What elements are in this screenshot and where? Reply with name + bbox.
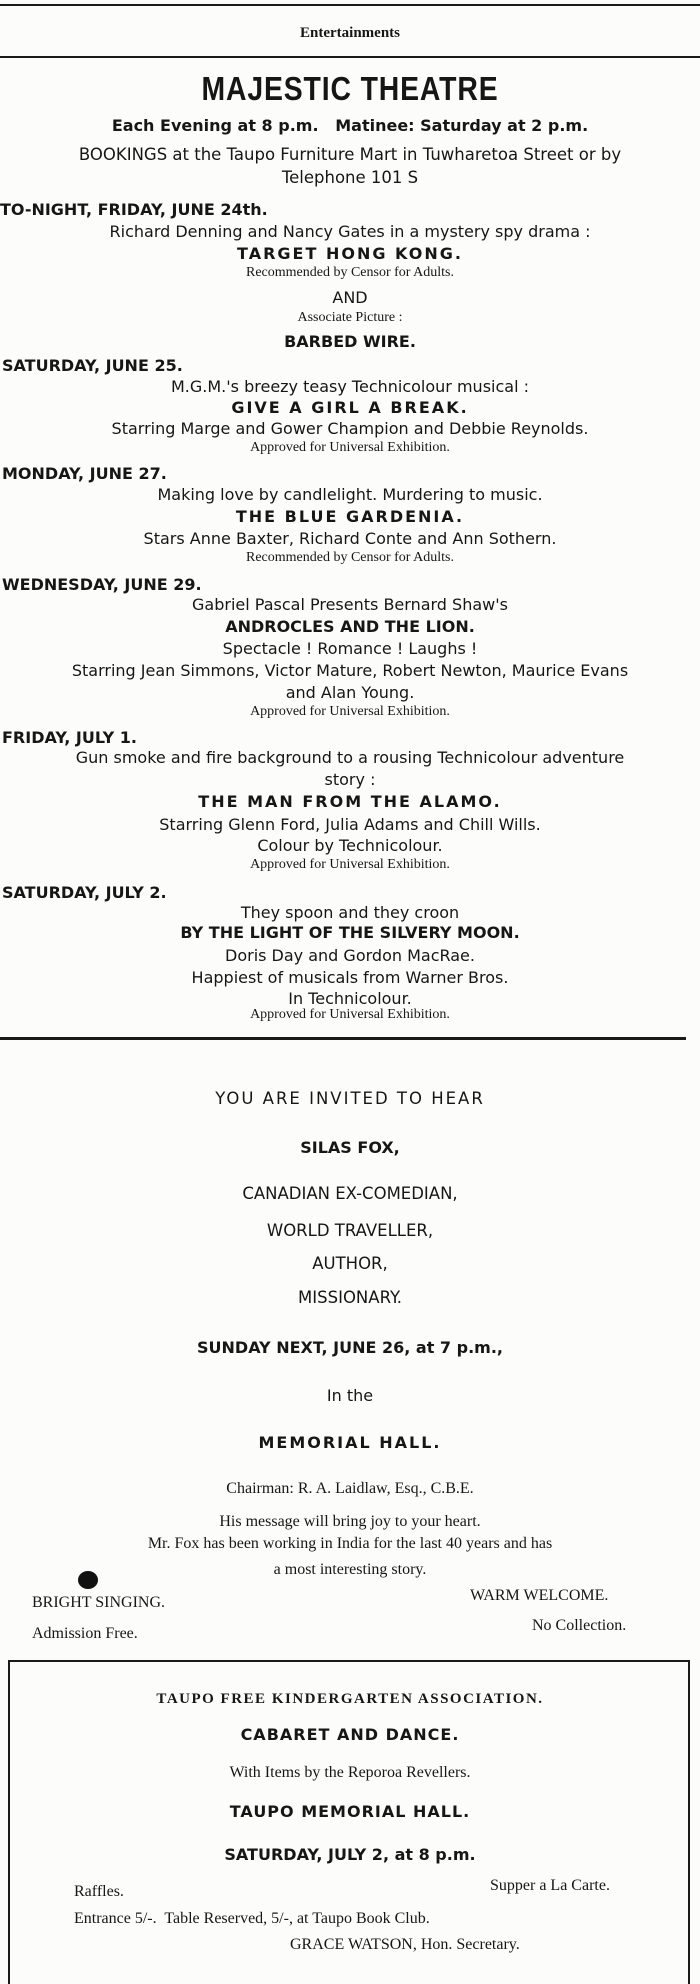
speaker-role: CANADIAN EX-COMEDIAN, bbox=[242, 1184, 458, 1203]
film-date: TO-NIGHT, FRIDAY, JUNE 24th. bbox=[0, 200, 268, 219]
film-rating: Approved for Universal Exhibition. bbox=[250, 1007, 450, 1022]
speaker-role: MISSIONARY. bbox=[298, 1288, 402, 1307]
header-rule bbox=[0, 56, 700, 58]
film-rating: Approved for Universal Exhibition. bbox=[250, 704, 450, 719]
admission: Admission Free. bbox=[32, 1625, 138, 1642]
film-title: THE BLUE GARDENIA. bbox=[235, 507, 465, 526]
event-time: SUNDAY NEXT, JUNE 26, at 7 p.m., bbox=[197, 1338, 503, 1357]
event-venue: MEMORIAL HALL. bbox=[258, 1433, 442, 1452]
film-rating: Approved for Universal Exhibition. bbox=[250, 440, 450, 455]
kinder-hall: TAUPO MEMORIAL HALL. bbox=[229, 1802, 471, 1821]
film-blurb: Richard Denning and Nancy Gates in a mystery spy drama : bbox=[109, 222, 591, 241]
bright-singing: BRIGHT SINGING. bbox=[32, 1594, 166, 1611]
film-blurb: Gabriel Pascal Presents Bernard Shaw's bbox=[192, 595, 508, 614]
entrance: Entrance 5/-. Table Reserved, 5/-, at Taupo Book Club. bbox=[74, 1910, 430, 1927]
warm-welcome: WARM WELCOME. bbox=[470, 1587, 609, 1604]
invite-line: YOU ARE INVITED TO HEAR bbox=[215, 1089, 485, 1108]
film-cast: Doris Day and Gordon MacRae. bbox=[225, 946, 475, 965]
film-date: MONDAY, JUNE 27. bbox=[2, 464, 167, 483]
speaker-role: AUTHOR, bbox=[312, 1254, 388, 1273]
film-date: SATURDAY, JULY 2. bbox=[2, 883, 167, 902]
film-studio: Happiest of musicals from Warner Bros. bbox=[191, 968, 509, 987]
film-title: BARBED WIRE. bbox=[284, 332, 416, 351]
film-cast: Starring Glenn Ford, Julia Adams and Chill Wills. bbox=[159, 815, 541, 834]
film-blurb-cont: story : bbox=[324, 770, 376, 789]
film-cast: Starring Jean Simmons, Victor Mature, Robert Newton, Maurice Evans bbox=[71, 661, 629, 680]
film-date: WEDNESDAY, JUNE 29. bbox=[2, 575, 202, 594]
section-rule bbox=[0, 1037, 686, 1040]
film-date: SATURDAY, JUNE 25. bbox=[2, 356, 183, 375]
schedule: Each Evening at 8 p.m. Matinee: Saturday at 2 p.m. bbox=[111, 116, 589, 135]
film-title: THE MAN FROM THE ALAMO. bbox=[198, 792, 502, 811]
film-title: GIVE A GIRL A BREAK. bbox=[231, 398, 469, 417]
film-title: BY THE LIGHT OF THE SILVERY MOON. bbox=[180, 923, 520, 942]
cabaret: CABARET AND DANCE. bbox=[240, 1725, 460, 1744]
speaker-role: WORLD TRAVELLER, bbox=[266, 1221, 434, 1240]
association: TAUPO FREE KINDERGARTEN ASSOCIATION. bbox=[156, 1691, 544, 1707]
film-blurb: They spoon and they croon bbox=[240, 903, 460, 922]
raffles: Raffles. bbox=[74, 1883, 124, 1900]
film-colour: In Technicolour. bbox=[288, 989, 412, 1008]
kinder-date: SATURDAY, JULY 2, at 8 p.m. bbox=[224, 1845, 476, 1864]
film-rating: Recommended by Censor for Adults. bbox=[245, 265, 455, 280]
film-cast-cont: and Alan Young. bbox=[285, 683, 415, 702]
section-header: Entertainments bbox=[300, 25, 400, 41]
film-blurb: Gun smoke and fire background to a rousing Technicolour adventure bbox=[75, 748, 625, 767]
ink-blot bbox=[78, 1571, 98, 1589]
film-cast: Stars Anne Baxter, Richard Conte and Ann Sothern. bbox=[143, 529, 557, 548]
supper: Supper a La Carte. bbox=[490, 1877, 610, 1894]
speaker-name: SILAS FOX, bbox=[300, 1138, 400, 1157]
film-associate: Associate Picture : bbox=[297, 310, 403, 325]
india-line-2: a most interesting story. bbox=[273, 1561, 427, 1578]
film-tagline: Spectacle ! Romance ! Laughs ! bbox=[222, 639, 478, 658]
in-the: In the bbox=[326, 1386, 374, 1405]
film-colour: Colour by Technicolour. bbox=[257, 836, 443, 855]
film-rating: Recommended by Censor for Adults. bbox=[245, 550, 455, 565]
film-cast: Starring Marge and Gower Champion and Debbie Reynolds. bbox=[111, 419, 589, 438]
film-and: AND bbox=[332, 288, 368, 307]
film-title: ANDROCLES AND THE LION. bbox=[225, 617, 475, 636]
india-line-1: Mr. Fox has been working in India for the last 40 years and has bbox=[147, 1535, 553, 1552]
chairman: Chairman: R. A. Laidlaw, Esq., C.B.E. bbox=[226, 1480, 474, 1497]
no-collection: No Collection. bbox=[532, 1617, 627, 1634]
film-date: FRIDAY, JULY 1. bbox=[2, 728, 137, 747]
top-rule bbox=[0, 4, 700, 6]
bookings-line-1: BOOKINGS at the Taupo Furniture Mart in Tuwharetoa Street or by bbox=[78, 145, 622, 164]
film-blurb: M.G.M.'s breezy teasy Technicolour musical : bbox=[171, 377, 529, 396]
film-title: TARGET HONG KONG. bbox=[237, 244, 463, 263]
bookings-line-2: Telephone 101 S bbox=[281, 168, 419, 187]
film-rating: Approved for Universal Exhibition. bbox=[250, 857, 450, 872]
film-blurb: Making love by candlelight. Murdering to music. bbox=[157, 485, 543, 504]
items: With Items by the Reporoa Revellers. bbox=[229, 1764, 471, 1781]
message: His message will bring joy to your heart. bbox=[219, 1513, 481, 1530]
theatre-title: MAJESTIC THEATRE bbox=[201, 70, 499, 107]
secretary: GRACE WATSON, Hon. Secretary. bbox=[290, 1936, 520, 1953]
